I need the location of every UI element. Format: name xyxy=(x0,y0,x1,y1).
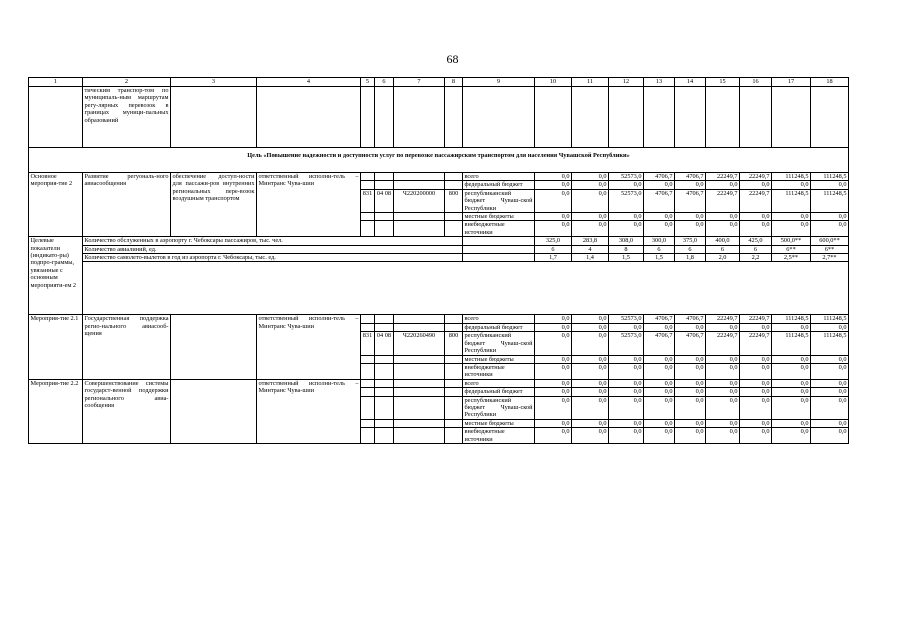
table-cell: 0,0 xyxy=(772,323,811,331)
table-cell: 0,0 xyxy=(609,363,644,379)
table-cell: 111248,5 xyxy=(772,189,811,212)
funding-source: федеральный бюджет xyxy=(463,181,535,189)
table-cell: 0,0 xyxy=(644,396,675,419)
code-cell: 831 xyxy=(361,332,375,355)
table-cell: 0,0 xyxy=(740,428,772,444)
table-cell: 0,0 xyxy=(535,355,572,363)
funding-source: внебюджетные источники xyxy=(463,221,535,237)
table-cell: 0,0 xyxy=(740,221,772,237)
table-cell: 0,0 xyxy=(572,181,609,189)
table-cell: 0,0 xyxy=(572,315,609,323)
table-cell: 0,0 xyxy=(675,221,706,237)
measure-goal: обеспечение доступ-ности для пассажи-ров внутренних региональных пере-возок воздушным транспортом xyxy=(171,173,257,237)
indicator-text: Количество самолето-вылетов в год из аэропорта г. Чебоксары, тыс. ед. xyxy=(83,254,463,262)
table-cell: 111248,5 xyxy=(772,173,811,181)
table-cell: 0,0 xyxy=(572,332,609,355)
table-cell: 2,7** xyxy=(811,254,849,262)
table-cell: 0,0 xyxy=(609,419,644,427)
measure-name: Государственная поддержка регио-нального авиасооб-щения xyxy=(83,315,171,379)
funding-source: местные бюджеты xyxy=(463,355,535,363)
table-cell: 0,0 xyxy=(609,323,644,331)
table-cell: 0,0 xyxy=(740,363,772,379)
table-cell: 0,0 xyxy=(811,396,849,419)
table-cell: 1,8 xyxy=(675,254,706,262)
table-cell: 0,0 xyxy=(811,355,849,363)
table-cell: 0,0 xyxy=(675,388,706,396)
table-cell: 0,0 xyxy=(609,396,644,419)
table-cell: 0,0 xyxy=(772,181,811,189)
table-cell: 0,0 xyxy=(572,221,609,237)
col-header: 8 xyxy=(445,78,463,87)
table-cell: 0,0 xyxy=(572,379,609,387)
table-cell: 0,0 xyxy=(535,396,572,419)
table-cell: 0,0 xyxy=(811,323,849,331)
table-cell: 0,0 xyxy=(535,181,572,189)
table-cell: 0,0 xyxy=(675,428,706,444)
table-cell: 52573,0 xyxy=(609,332,644,355)
continued-text: тическим транспор-том по муниципаль-ным маршрутам регу-лярных перевозок в границах муници-пальных образований xyxy=(83,87,171,148)
table-cell: 22249,7 xyxy=(706,315,740,323)
table-cell: 4706,7 xyxy=(675,173,706,181)
table-cell: 0,0 xyxy=(772,355,811,363)
table-cell: 0,0 xyxy=(772,213,811,221)
goal-title: Цель «Повышение надежности и доступности услуг по перевозке пассажирским транспортом для населения Чувашской Республики» xyxy=(29,148,849,173)
table-cell: 0,0 xyxy=(811,221,849,237)
table-cell: 0,0 xyxy=(644,213,675,221)
code-cell: 831 xyxy=(361,189,375,212)
table-row xyxy=(29,315,849,323)
col-header: 1 xyxy=(29,78,83,87)
table-cell: 0,0 xyxy=(535,323,572,331)
measure-executor: ответственный исполни-тель – Минтранс Чува-шии xyxy=(257,315,361,379)
indicator-filler-row xyxy=(29,262,849,315)
table-row xyxy=(29,379,849,387)
table-cell: 6** xyxy=(811,245,849,253)
table-cell: 0,0 xyxy=(706,355,740,363)
table-cell: 0,0 xyxy=(772,428,811,444)
table-cell: 0,0 xyxy=(572,355,609,363)
continued-row xyxy=(29,87,849,148)
table-cell: 0,0 xyxy=(535,189,572,212)
table-cell: 111248,5 xyxy=(811,173,849,181)
table-cell: 0,0 xyxy=(644,388,675,396)
table-cell: 111248,5 xyxy=(811,332,849,355)
table-cell: 0,0 xyxy=(535,428,572,444)
table-cell: 0,0 xyxy=(535,332,572,355)
table-cell: 0,0 xyxy=(772,363,811,379)
table-cell: 4706,7 xyxy=(644,173,675,181)
col-header: 15 xyxy=(706,78,740,87)
table-cell: 325,0 xyxy=(535,237,572,245)
table-cell: 0,0 xyxy=(740,213,772,221)
table-cell: 0,0 xyxy=(811,181,849,189)
table-cell: 52573,0 xyxy=(609,189,644,212)
table-cell: 0,0 xyxy=(609,388,644,396)
table-cell: 1,7 xyxy=(535,254,572,262)
table-cell: 0,0 xyxy=(572,396,609,419)
table-cell: 111248,5 xyxy=(811,189,849,212)
table-cell: 0,0 xyxy=(609,221,644,237)
table-cell: 0,0 xyxy=(572,388,609,396)
page-number: 68 xyxy=(446,52,459,66)
table-cell: 0,0 xyxy=(572,173,609,181)
table-cell: 0,0 xyxy=(772,396,811,419)
table-cell: 0,0 xyxy=(706,428,740,444)
table-cell: 0,0 xyxy=(675,181,706,189)
table-cell: 0,0 xyxy=(644,355,675,363)
row-label: Мероприя-тие 2.2 xyxy=(29,379,83,443)
table-cell: 0,0 xyxy=(740,355,772,363)
table-cell: 0,0 xyxy=(772,221,811,237)
col-header: 10 xyxy=(535,78,572,87)
table-cell: 0,0 xyxy=(609,379,644,387)
table-cell: 4706,7 xyxy=(675,189,706,212)
table-cell: 0,0 xyxy=(609,181,644,189)
table-cell: 0,0 xyxy=(535,221,572,237)
code-cell: 800 xyxy=(445,189,463,212)
indicator-row xyxy=(29,245,849,253)
table-cell: 0,0 xyxy=(675,396,706,419)
table-cell: 0,0 xyxy=(644,323,675,331)
table-cell: 0,0 xyxy=(609,213,644,221)
table-cell: 0,0 xyxy=(740,388,772,396)
measure-executor: ответственный исполни-тель – Минтранс Чува-шии xyxy=(257,379,361,443)
table-cell: 22249,7 xyxy=(740,332,772,355)
funding-source: всего xyxy=(463,315,535,323)
table-cell: 0,0 xyxy=(535,388,572,396)
table-cell: 0,0 xyxy=(572,189,609,212)
table-cell: 0,0 xyxy=(572,323,609,331)
col-header: 16 xyxy=(740,78,772,87)
indicator-row xyxy=(29,254,849,262)
indicator-row xyxy=(29,237,849,245)
table-cell: 0,0 xyxy=(535,379,572,387)
table-cell: 0,0 xyxy=(772,379,811,387)
table-cell: 22249,7 xyxy=(706,173,740,181)
table-cell: 0,0 xyxy=(706,181,740,189)
col-header: 7 xyxy=(394,78,445,87)
table-cell: 425,0 xyxy=(740,237,772,245)
col-header: 12 xyxy=(609,78,644,87)
funding-source: всего xyxy=(463,173,535,181)
table-cell: 22249,7 xyxy=(740,315,772,323)
funding-source: республиканский бюджет Чуваш-ской Республики xyxy=(464,189,533,212)
measure-name: Совершенствование системы государст-венной поддержки регионального авиа-сообщения xyxy=(83,379,171,443)
table-cell: 0,0 xyxy=(644,379,675,387)
table-cell: 0,0 xyxy=(535,173,572,181)
table-cell: 0,0 xyxy=(572,428,609,444)
table-cell: 0,0 xyxy=(811,419,849,427)
col-header: 5 xyxy=(361,78,375,87)
code-cell: Ч220200000 xyxy=(394,189,445,212)
program-table xyxy=(28,77,849,444)
table-cell: 0,0 xyxy=(706,388,740,396)
table-cell: 4 xyxy=(572,245,609,253)
indicator-text: Количество обслуженных в аэропорту г. Чебоксары пассажиров, тыс. чел. xyxy=(83,237,463,245)
table-cell: 52573,0 xyxy=(609,173,644,181)
funding-source: местные бюджеты xyxy=(463,213,535,221)
table-cell: 1,5 xyxy=(609,254,644,262)
table-cell: 375,0 xyxy=(675,237,706,245)
col-header: 4 xyxy=(257,78,361,87)
table-cell: 2,0 xyxy=(706,254,740,262)
col-header: 14 xyxy=(675,78,706,87)
col-header: 11 xyxy=(572,78,609,87)
funding-source: внебюджетные источники xyxy=(463,363,535,379)
table-cell: 0,0 xyxy=(572,363,609,379)
table-cell: 0,0 xyxy=(675,355,706,363)
table-cell: 0,0 xyxy=(572,213,609,221)
table-cell: 0,0 xyxy=(706,221,740,237)
table-cell: 8 xyxy=(609,245,644,253)
table-cell: 111248,5 xyxy=(811,315,849,323)
table-cell: 52573,0 xyxy=(609,315,644,323)
table-cell: 0,0 xyxy=(740,396,772,419)
table-cell: 22249,7 xyxy=(706,189,740,212)
table-cell: 0,0 xyxy=(675,213,706,221)
table-cell: 6 xyxy=(706,245,740,253)
table-cell: 0,0 xyxy=(706,363,740,379)
table-cell: 0,0 xyxy=(740,379,772,387)
table-cell: 22249,7 xyxy=(740,173,772,181)
funding-source: местные бюджеты xyxy=(463,419,535,427)
table-cell: 0,0 xyxy=(811,213,849,221)
table-cell: 4706,7 xyxy=(644,189,675,212)
measure-executor: ответственный исполни-тель – Минтранс Чува-шии xyxy=(257,173,361,237)
row-label: Основное мероприя-тие 2 xyxy=(29,173,83,237)
table-cell: 400,0 xyxy=(706,237,740,245)
table-cell: 2,5** xyxy=(772,254,811,262)
table-cell: 0,0 xyxy=(706,419,740,427)
table-cell: 0,0 xyxy=(535,419,572,427)
table-cell: 0,0 xyxy=(740,419,772,427)
table-cell: 0,0 xyxy=(572,419,609,427)
table-cell: 500,0** xyxy=(772,237,811,245)
funding-source: республиканский бюджет Чуваш-ской Республики xyxy=(464,332,533,355)
table-cell: 6 xyxy=(675,245,706,253)
funding-source: республиканский бюджет Чуваш-ской Республики xyxy=(464,396,533,419)
table-cell: 0,0 xyxy=(644,221,675,237)
table-cell: 4706,7 xyxy=(644,332,675,355)
table-cell: 6** xyxy=(772,245,811,253)
row-label: Мероприя-тие 2.1 xyxy=(29,315,83,379)
table-cell: 6 xyxy=(535,245,572,253)
goal-row xyxy=(29,148,849,173)
table-cell: 111248,5 xyxy=(772,332,811,355)
table-cell: 0,0 xyxy=(644,419,675,427)
table-cell: 308,0 xyxy=(609,237,644,245)
table-cell: 0,0 xyxy=(644,363,675,379)
table-cell: 6 xyxy=(644,245,675,253)
table-cell: 283,8 xyxy=(572,237,609,245)
table-cell: 0,0 xyxy=(609,428,644,444)
table-cell: 22249,7 xyxy=(706,332,740,355)
table-cell: 0,0 xyxy=(675,419,706,427)
table-cell: 0,0 xyxy=(609,355,644,363)
table-cell: 6 xyxy=(740,245,772,253)
code-cell: 04 08 xyxy=(375,332,394,355)
table-cell: 2,2 xyxy=(740,254,772,262)
table-cell: 4706,7 xyxy=(644,315,675,323)
table-cell: 4706,7 xyxy=(675,315,706,323)
table-cell: 0,0 xyxy=(706,396,740,419)
table-cell: 4706,7 xyxy=(675,332,706,355)
table-cell: 600,0** xyxy=(811,237,849,245)
funding-source: всего xyxy=(463,379,535,387)
table-cell: 0,0 xyxy=(772,388,811,396)
table-cell: 0,0 xyxy=(772,419,811,427)
funding-source: внебюджетные источники xyxy=(463,428,535,444)
code-cell: 04 08 xyxy=(375,189,394,212)
table-cell: 0,0 xyxy=(675,323,706,331)
col-header: 3 xyxy=(171,78,257,87)
table-cell: 111248,5 xyxy=(772,315,811,323)
table-cell: 1,4 xyxy=(572,254,609,262)
table-cell: 0,0 xyxy=(644,428,675,444)
code-cell: Ч220260490 xyxy=(394,332,445,355)
table-cell: 0,0 xyxy=(644,181,675,189)
table-cell: 0,0 xyxy=(811,428,849,444)
col-header: 13 xyxy=(644,78,675,87)
table-cell: 0,0 xyxy=(706,213,740,221)
table-cell: 1,5 xyxy=(644,254,675,262)
header-row xyxy=(29,78,849,87)
table-cell: 0,0 xyxy=(706,323,740,331)
col-header: 17 xyxy=(772,78,811,87)
table-cell: 0,0 xyxy=(675,363,706,379)
table-cell: 0,0 xyxy=(535,315,572,323)
table-cell: 22249,7 xyxy=(740,189,772,212)
col-header: 9 xyxy=(463,78,535,87)
code-cell: 800 xyxy=(445,332,463,355)
indicator-text: Количество авиалиний, ед. xyxy=(83,245,463,253)
table-cell: 0,0 xyxy=(811,363,849,379)
measure-name: Развитие регуональ-ного авиасообщения xyxy=(83,173,171,237)
table-cell: 0,0 xyxy=(535,363,572,379)
funding-source: федеральный бюджет xyxy=(463,388,535,396)
col-header: 2 xyxy=(83,78,171,87)
table-cell: 0,0 xyxy=(675,379,706,387)
col-header: 6 xyxy=(375,78,394,87)
table-cell: 0,0 xyxy=(740,181,772,189)
table-cell: 0,0 xyxy=(811,379,849,387)
col-header: 18 xyxy=(811,78,849,87)
table-cell: 0,0 xyxy=(535,213,572,221)
table-row xyxy=(29,173,849,181)
indicators-label: Целевые показатели (индикато-ры) подпро-граммы, увязанные с основным мероприяти-ем 2 xyxy=(29,237,83,315)
table-cell: 0,0 xyxy=(706,379,740,387)
table-cell: 0,0 xyxy=(811,388,849,396)
table-cell: 300,0 xyxy=(644,237,675,245)
funding-source: федеральный бюджет xyxy=(463,323,535,331)
table-cell: 0,0 xyxy=(740,323,772,331)
